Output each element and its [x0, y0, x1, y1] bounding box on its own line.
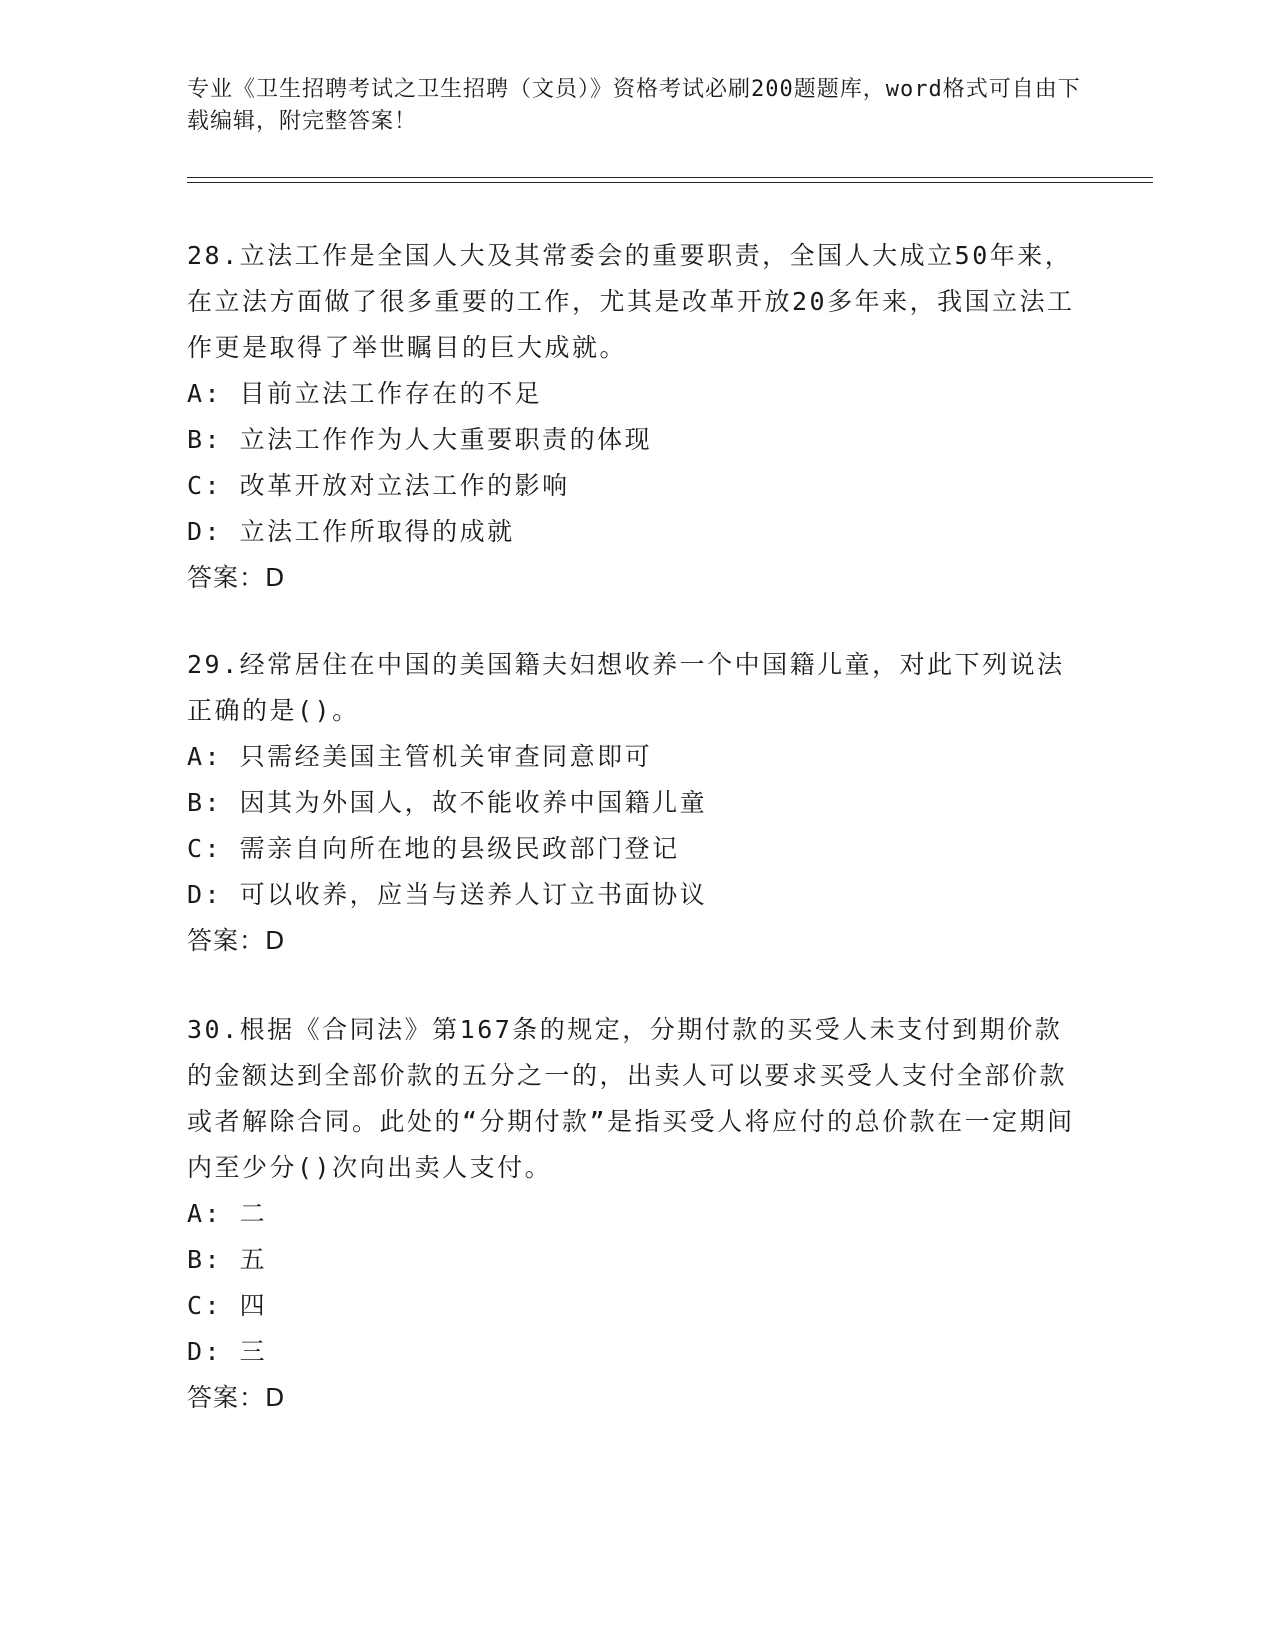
option-b: B: 五 [187, 1245, 268, 1274]
option-d: D: 可以收养，应当与送养人订立书面协议 [187, 880, 708, 909]
question-29 [187, 642, 1087, 964]
header-rule-bottom [187, 182, 1153, 183]
question-stem: 29.经常居住在中国的美国籍夫妇想收养一个中国籍儿童，对此下列说法正确的是()。 [187, 650, 1065, 725]
answer-line: 答案：D [187, 563, 286, 592]
question-stem: 28.立法工作是全国人大及其常委会的重要职责，全国人大成立50年来，在立法方面做了很多重要的工作，尤其是改革开放20多年来，我国立法工作更是取得了举世瞩目的巨大成就。 [187, 241, 1075, 362]
option-a: A: 只需经美国主管机关审查同意即可 [187, 742, 653, 771]
answer-line: 答案：D [187, 1383, 286, 1412]
question-30 [187, 1007, 1087, 1421]
question-stem: 30.根据《合同法》第167条的规定，分期付款的买受人未支付到期价款的金额达到全部价款的五分之一的，出卖人可以要求买受人支付全部价款或者解除合同。此处的“分期付款”是指买受人将应付的总价款在一定期间内至少分()次向出卖人支付。 [187, 1015, 1075, 1182]
document-header [187, 74, 1087, 138]
question-28 [187, 233, 1087, 601]
option-b: B: 因其为外国人，故不能收养中国籍儿童 [187, 788, 708, 817]
option-b: B: 立法工作作为人大重要职责的体现 [187, 425, 653, 454]
header-rule-top [187, 177, 1153, 178]
option-d: D: 立法工作所取得的成就 [187, 517, 515, 546]
option-a: A: 目前立法工作存在的不足 [187, 379, 543, 408]
header-title: 专业《卫生招聘考试之卫生招聘（文员）》资格考试必刷200题题库，word格式可自由下载编辑，附完整答案！ [187, 77, 1081, 134]
answer-line: 答案：D [187, 926, 286, 955]
option-d: D: 三 [187, 1337, 268, 1366]
option-c: C: 四 [187, 1291, 268, 1320]
option-a: A: 二 [187, 1199, 268, 1228]
option-c: C: 需亲自向所在地的县级民政部门登记 [187, 834, 680, 863]
option-c: C: 改革开放对立法工作的影响 [187, 471, 570, 500]
